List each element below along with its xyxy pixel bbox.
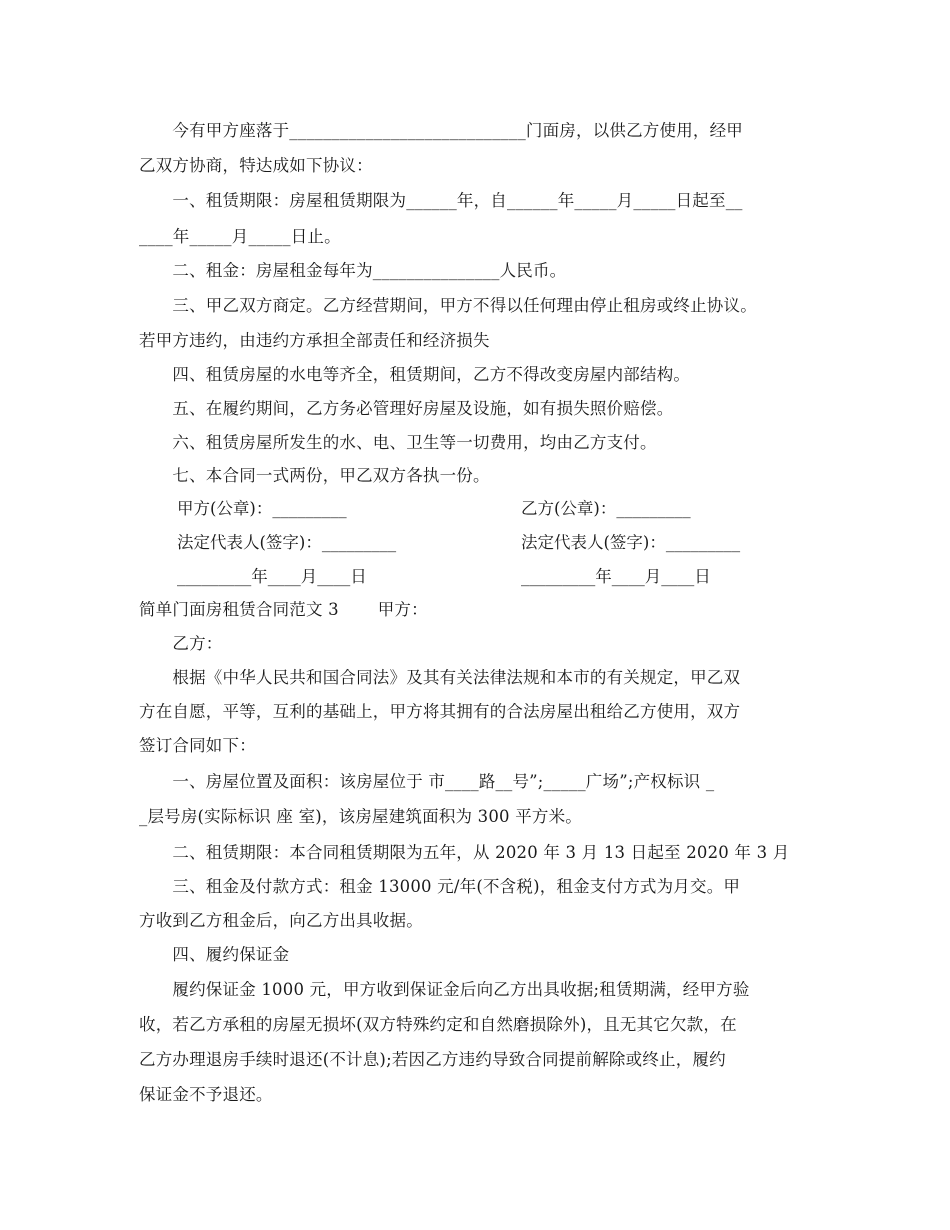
text-line: 今有甲方座落于____________________________门面房，以供乙方使用，经甲	[139, 121, 743, 140]
text-line: 保证金不予退还。	[139, 1085, 273, 1104]
text-line: _层号房(实际标识 座 室)，该房屋建筑面积为 300 平方米。	[139, 807, 582, 826]
text-line: 四、租赁房屋的水电等齐全，租赁期间，乙方不得改变房屋内部结构。	[139, 365, 691, 384]
text-line: 五、在履约期间，乙方务必管理好房屋及设施，如有损失照价赔偿。	[139, 399, 674, 418]
text-line: 七、本合同一式两份，甲乙双方各执一份。	[139, 466, 490, 485]
text-line: 三、甲乙双方商定。乙方经营期间，甲方不得以任何理由停止租房或终止协议。	[139, 296, 757, 315]
text-line: 三、租金及付款方式：租金 13000 元/年(不含税)，租金支付方式为月交。甲	[139, 877, 741, 896]
text-line: 四、履约保证金	[139, 945, 290, 964]
text-line: 二、租赁期限：本合同租赁期限为五年，从 2020 年 3 月 13 日起至 2020 年 3 月	[139, 843, 790, 862]
party-a-representative: 法定代表人(签字)：_________	[177, 533, 397, 552]
text-line: 履约保证金 1000 元，甲方收到保证金后向乙方出具收据;租赁期满，经甲方验	[139, 980, 750, 999]
section-heading: 简单门面房租赁合同范文 3 甲方：	[139, 600, 428, 619]
text-line: 乙方：	[139, 634, 223, 653]
text-line: 一、房屋位置及面积：该房屋位于 市____路__号”;_____广场”;产权标识 _	[139, 772, 715, 791]
text-line: 若甲方违约，由违约方承担全部责任和经济损失	[139, 331, 490, 350]
party-b-seal: 乙方(公章)：_________	[521, 499, 691, 518]
text-line: 方收到乙方租金后，向乙方出具收据。	[139, 911, 423, 930]
party-a-seal: 甲方(公章)：_________	[177, 499, 347, 518]
text-line: 乙方办理退房手续时退还(不计息);若因乙方违约导致合同提前解除或终止，履约	[139, 1050, 726, 1069]
text-line: ____年_____月_____日止。	[139, 227, 341, 246]
party-a-date: _________年____月____日	[177, 567, 367, 586]
text-line: 二、租金：房屋租金每年为_______________人民币。	[139, 261, 567, 280]
text-line: 一、租赁期限：房屋租赁期限为______年，自______年_____月_____日起至__	[139, 191, 743, 210]
text-line: 乙双方协商，特达成如下协议：	[139, 156, 373, 175]
text-line: 六、租赁房屋所发生的水、电、卫生等一切费用，均由乙方支付。	[139, 433, 657, 452]
party-b-representative: 法定代表人(签字)：_________	[521, 533, 741, 552]
party-b-date: _________年____月____日	[521, 567, 711, 586]
text-line: 收，若乙方承租的房屋无损坏(双方特殊约定和自然磨损除外)，且无其它欠款，在	[139, 1015, 737, 1034]
text-line: 签订合同如下：	[139, 736, 256, 755]
text-line: 方在自愿，平等，互利的基础上，甲方将其拥有的合法房屋出租给乙方使用，双方	[139, 702, 741, 721]
text-line: 根据《中华人民共和国合同法》及其有关法律法规和本市的有关规定，甲乙双	[139, 668, 741, 687]
